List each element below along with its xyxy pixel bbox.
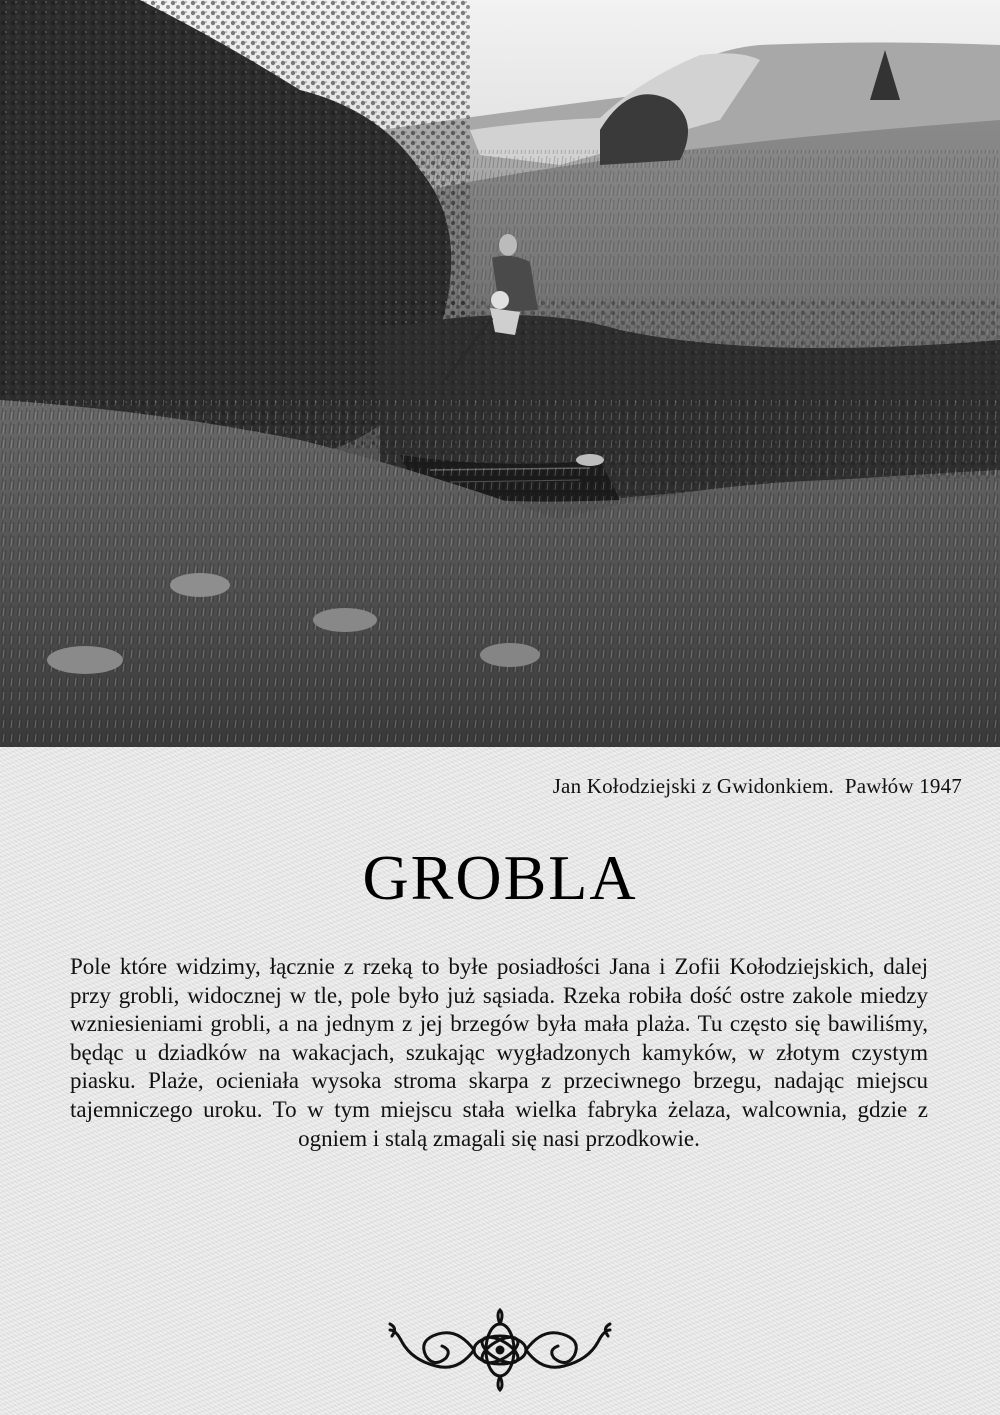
flourish-ornament-icon [388, 1308, 612, 1392]
body-paragraph: Pole które widzimy, łącznie z rzeką to byłe posiadłości Jana i Zofii Kołodziejskich, dalej przy grobli, widocznej w tle, pole było już sąsiada. Rzeka robiła dość ostre zakole miedzy wzniesieniami grobli, a na jednym z jej brzegów była mała plaża. Tu często się bawiliśmy, będąc u dziadków na wakacjach, szukając wygładzonych kamyków, w złotym czystym piasku. Plaże, ocieniała wysoka stroma skarpa z przeciwnego brzegu, nadając miejscu tajemniczego uroku. To w tym miejscu stała wielka fabryka żelaza, walcownia, gdzie z ogniem i stalą zmagali się nasi przodkowie. [70, 954, 928, 1151]
decorative-ornament [388, 1308, 612, 1392]
page-title: GROBLA [362, 842, 638, 913]
photo-caption: Jan Kołodziejski z Gwidonkiem. Pawłów 1947 [552, 774, 962, 798]
